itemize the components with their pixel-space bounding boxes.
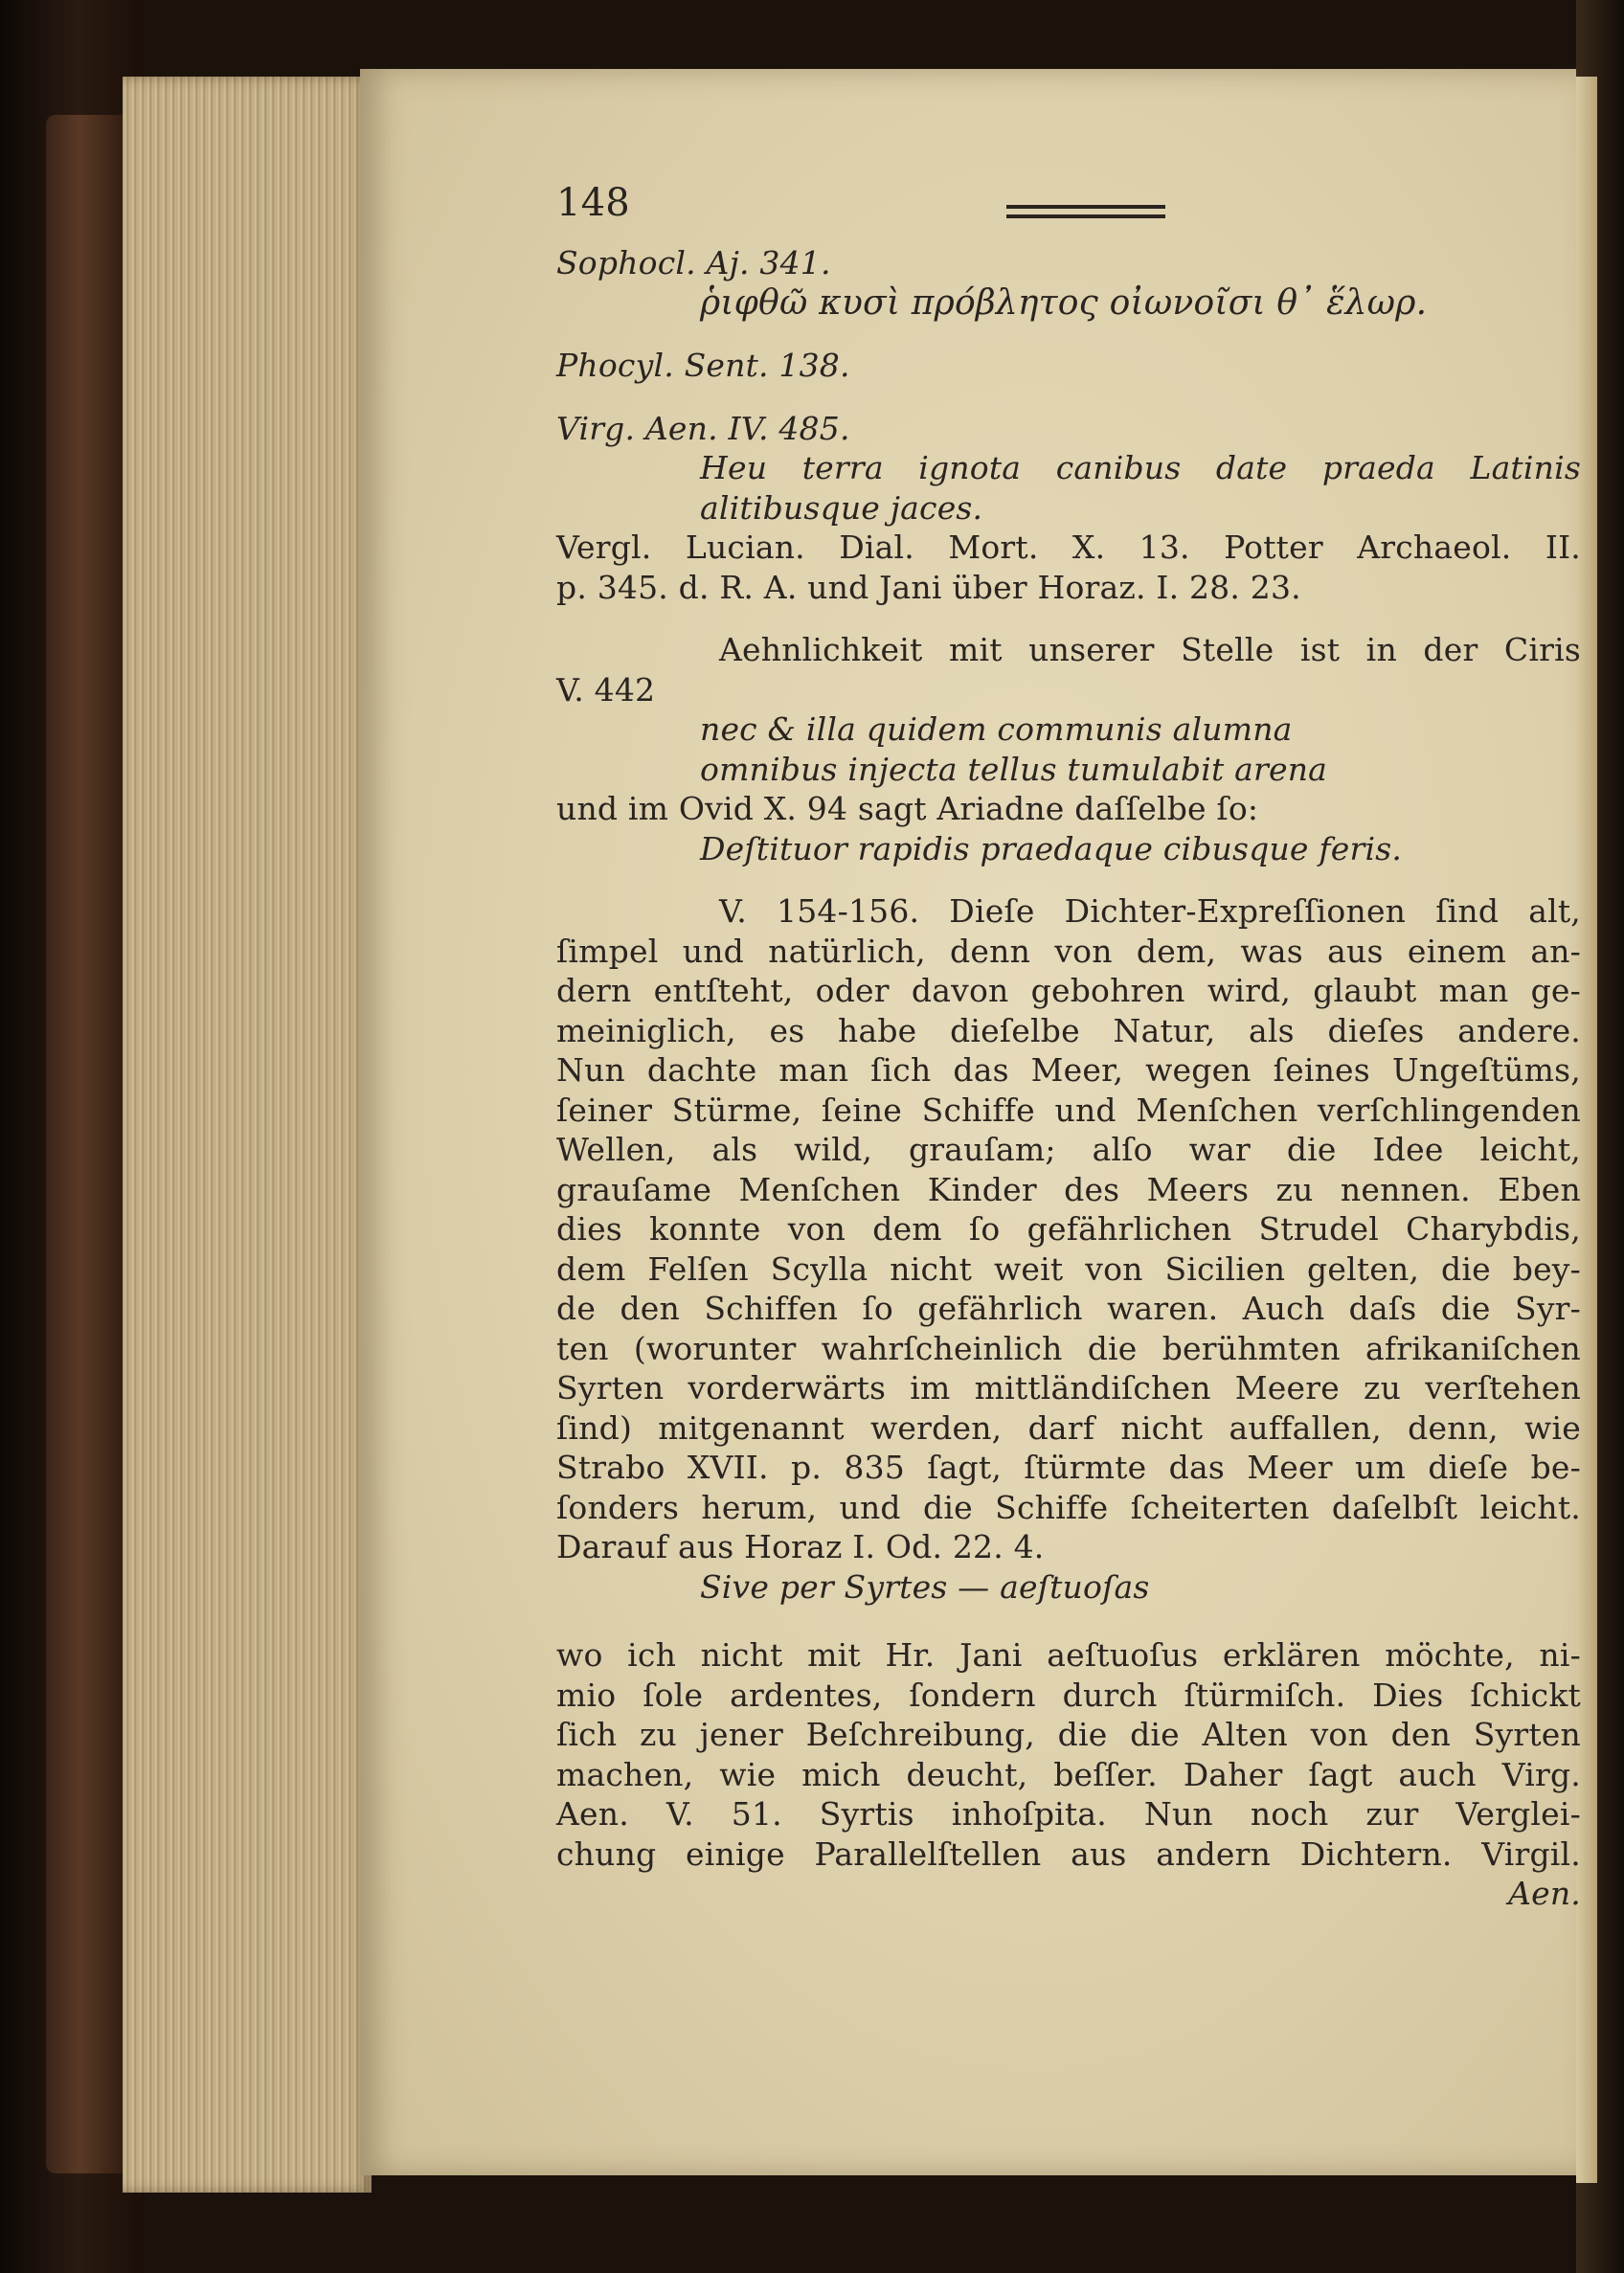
paragraph-line: Darauf aus Horaz I. Od. 22. 4. [556,1528,1045,1565]
paragraph-line: ten (worunter wahrſcheinlich die berühmten afrikaniſchen [556,1329,1581,1367]
paragraph-line: machen, wie mich deucht, beſſer. Daher ſagt auch Virg. [556,1755,1581,1793]
page-text-block [556,181,1581,1914]
page-edges-stack [123,77,372,2193]
paragraph-line: ſich zu jener Beſchreibung, die die Alten von den Syrten [556,1716,1581,1753]
paragraph-line: Nun dachte man ſich das Meer, wegen ſeines Ungeſtüms, [556,1051,1581,1089]
paragraph-line: grauſame Menſchen Kinder des Meers zu nennen. Eben [556,1170,1581,1208]
paragraph-line: Wellen, als wild, grauſam; alſo war die Idee leicht, [556,1131,1581,1168]
paragraph-line: ſeiner Stürme, ſeine Schiffe und Menſchen verſchlingenden [556,1091,1581,1129]
paragraph-line: Strabo XVII. p. 835 ſagt, ſtürmte das Meer um dieſe be- [556,1449,1581,1486]
paragraph-line: wo ich nicht mit Hr. Jani aeſtuoſus erklären möchte, ni- [556,1636,1581,1674]
paragraph-line: chung einige Parallelſtellen aus andern Dichtern. Virgil. [556,1834,1581,1873]
paragraph-line: meiniglich, es habe dieſelbe Natur, als dieſes andere. [556,1011,1581,1049]
paragraph-line: dem Felſen Scylla nicht weit von Sicilien gelten, die bey- [556,1249,1581,1288]
paragraph-line: ſind) mitgenannt werden, darf nicht auffallen, denn, wie [556,1408,1581,1447]
catchword: Aen. [1508,1875,1581,1912]
greek-quote-line: ῥιφθῶ κυσὶ πρόβλητος οἰωνοῖσι θ᾽ ἕλωρ. [700,282,1428,323]
header-double-rule [1006,205,1165,218]
text-line: Phocyl. Sent. 138. [556,347,850,384]
paragraph-line: mio ſole ardentes, ſondern durch ſtürmiſch. Dies ſchickt [556,1676,1581,1714]
book-spine [46,115,132,2173]
paragraph-line: V. 154-156. Dieſe Dichter-Expreſſionen ſind alt, [719,892,1581,930]
paragraph-line: Syrten vorderwärts im mittländiſchen Meere zu verſtehen [556,1369,1581,1407]
latin-quote-line: Deſtituor rapidis praedaque cibusque feris. [700,829,1403,867]
latin-quote-line: Sive per Syrtes — aeſtuoſas [700,1567,1150,1606]
latin-quote-line: omnibus injecta tellus tumulabit arena [700,750,1328,788]
text-line: Vergl. Lucian. Dial. Mort. X. 13. Potter Archaeol. II. [556,529,1581,566]
text-line: V. 442 [556,670,656,709]
text-line: Virg. Aen. IV. 485. [556,409,850,447]
paragraph-line: ſonders herum, und die Schiffe ſcheiterten daſelbſt leicht. [556,1488,1581,1526]
paragraph-line: ſimpel und natürlich, denn von dem, was aus einem an- [556,932,1581,970]
paragraph-line: de den Schiffen ſo gefährlich waren. Auch daſs die Syr- [556,1290,1581,1327]
text-line: und im Ovid X. 94 sagt Ariadne daſſelbe ſo: [556,790,1259,827]
latin-quote-line: alitibusque jaces. [700,488,983,527]
paragraph-line: dern entſteht, oder davon gebohren wird, glaubt man ge- [556,972,1581,1009]
text-line: p. 345. d. R. A. und Jani über Horaz. I. 28. 23. [556,568,1301,606]
text-line: Aehnlichkeit mit unserer Stelle ist in der Ciris [719,631,1581,668]
paragraph-line: Aen. V. 51. Syrtis inhoſpita. Nun noch zur Verglei- [556,1795,1581,1833]
page-header [556,181,1581,243]
paragraph-line: dies konnte von dem ſo gefährlichen Strudel Charybdis, [556,1210,1581,1248]
latin-quote-line: Heu terra ignota canibus date praeda Latinis [700,449,1581,486]
latin-quote-line: nec & illa quidem communis alumna [700,710,1293,748]
book-page [360,69,1581,2175]
text-line: Sophocl. Aj. 341. [556,244,831,281]
page-number: 148 [556,181,630,225]
